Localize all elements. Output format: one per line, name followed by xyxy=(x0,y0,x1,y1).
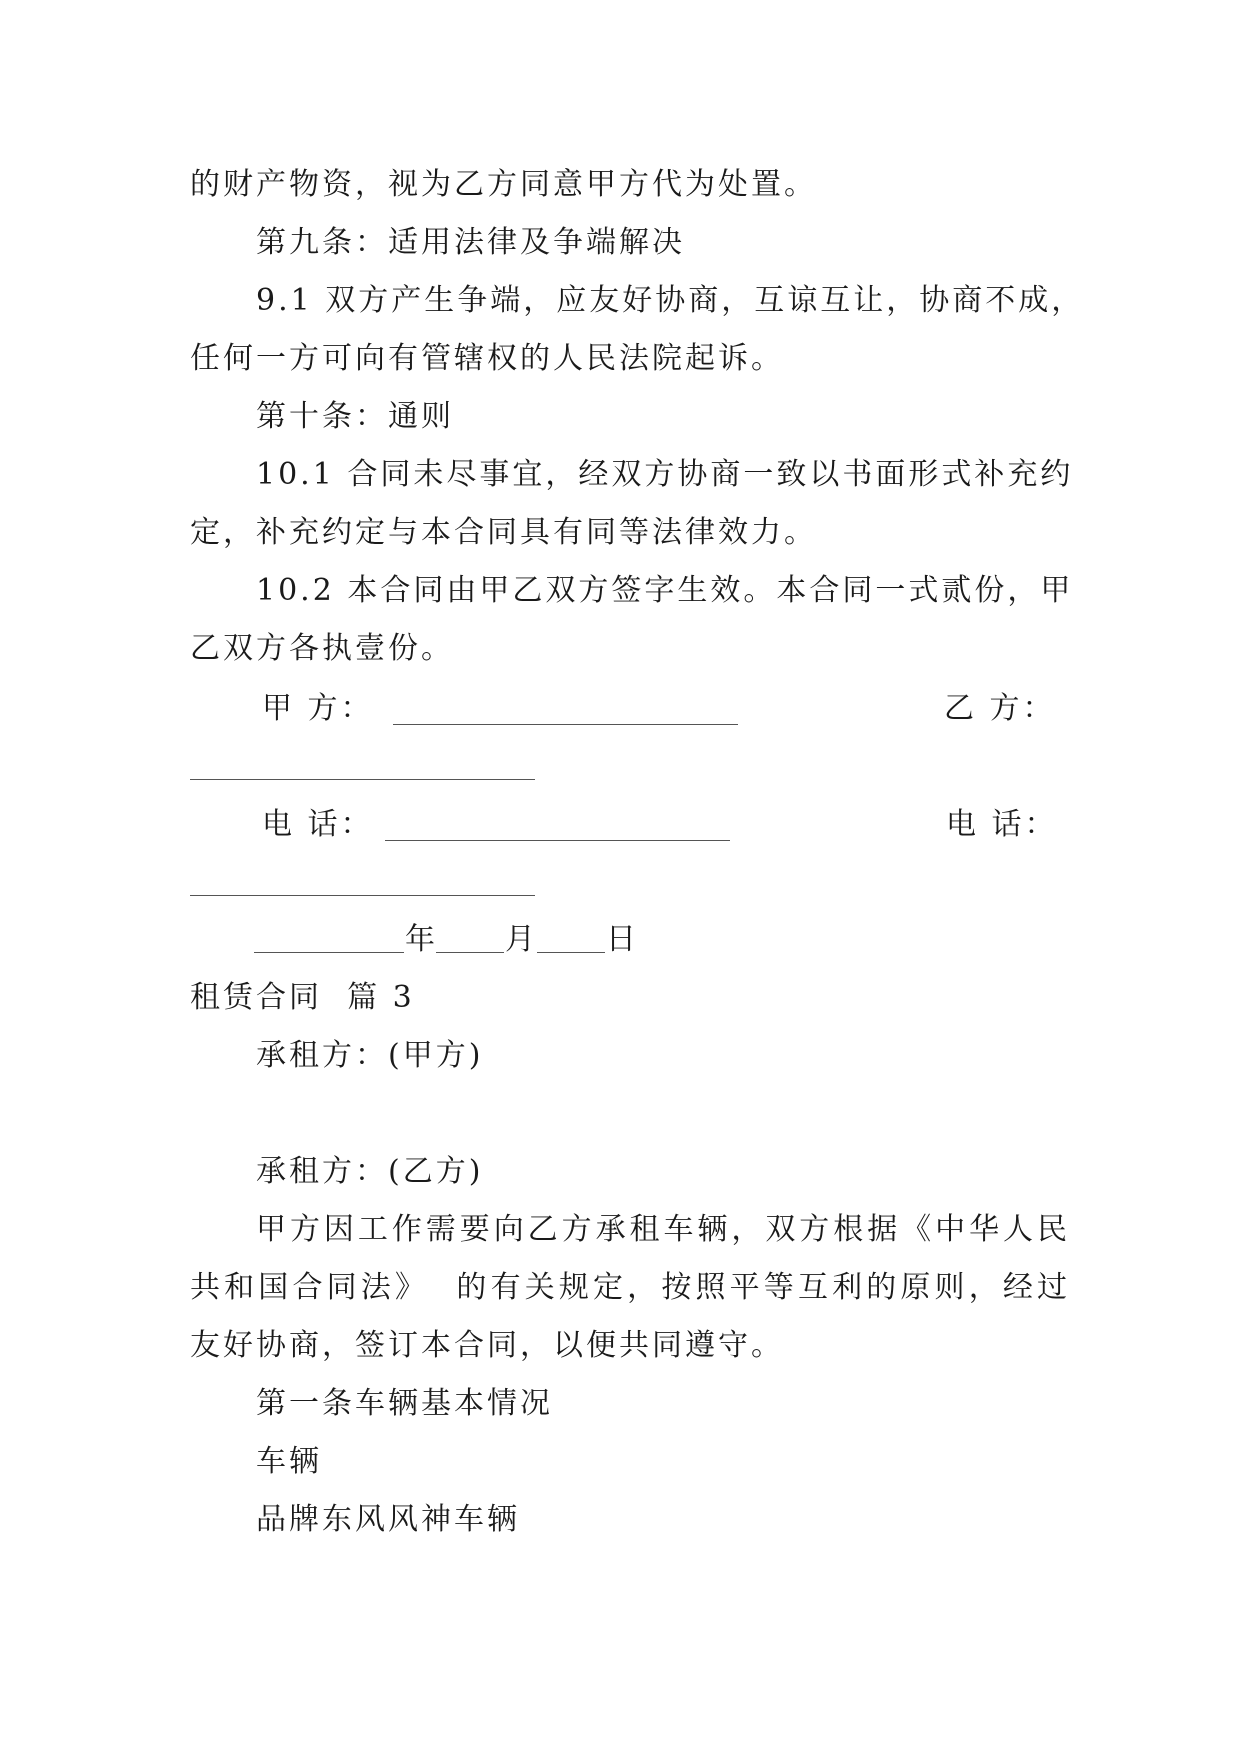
party-b-blank xyxy=(190,779,535,780)
phone-b-blank xyxy=(190,895,535,896)
lessee-a-line: 承租方：(甲方) xyxy=(256,1038,484,1073)
phone-a-blank xyxy=(385,840,730,841)
phone-b-label: 电 话： xyxy=(946,807,1058,842)
party-a-blank xyxy=(393,724,738,725)
paragraph-line: 的财产物资，视为乙方同意甲方代为处置。 xyxy=(190,167,817,202)
paragraph-line: 10.1 合同未尽事宜，经双方协商一致以书面形式补充约 xyxy=(256,457,1074,492)
paragraph-line: 车辆 xyxy=(256,1444,322,1479)
section-title: 租赁合同 篇 3 xyxy=(190,980,415,1015)
paragraph-line: 友好协商，签订本合同，以便共同遵守。 xyxy=(190,1328,784,1363)
paragraph-line: 甲方因工作需要向乙方承租车辆，双方根据《中华人民 xyxy=(256,1212,1070,1247)
paragraph-line: 品牌东风风神车辆 xyxy=(256,1502,520,1537)
article-heading: 第十条：通则 xyxy=(256,399,454,434)
paragraph-line: 定，补充约定与本合同具有同等法律效力。 xyxy=(190,515,817,550)
paragraph-line: 9.1 双方产生争端，应友好协商，互谅互让，协商不成， xyxy=(256,283,1085,318)
party-b-label: 乙 方： xyxy=(944,691,1056,726)
month-blank xyxy=(436,952,504,953)
paragraph-line: 10.2 本合同由甲乙双方签字生效。本合同一式贰份，甲 xyxy=(256,573,1074,608)
paragraph-line: 共和国合同法》 的有关规定，按照平等互利的原则，经过 xyxy=(190,1270,1070,1305)
party-a-label: 甲 方： xyxy=(262,691,374,726)
day-label: 日 xyxy=(606,922,639,957)
year-label: 年 xyxy=(405,922,438,957)
year-blank xyxy=(254,952,404,953)
phone-a-label: 电 话： xyxy=(262,807,374,842)
paragraph-line: 任何一方可向有管辖权的人民法院起诉。 xyxy=(190,341,784,376)
article-heading: 第一条车辆基本情况 xyxy=(256,1386,553,1421)
paragraph-line: 乙双方各执壹份。 xyxy=(190,631,454,666)
lessee-b-line: 承租方：(乙方) xyxy=(256,1154,484,1189)
month-label: 月 xyxy=(505,922,538,957)
article-heading: 第九条：适用法律及争端解决 xyxy=(256,225,685,260)
day-blank xyxy=(537,952,605,953)
